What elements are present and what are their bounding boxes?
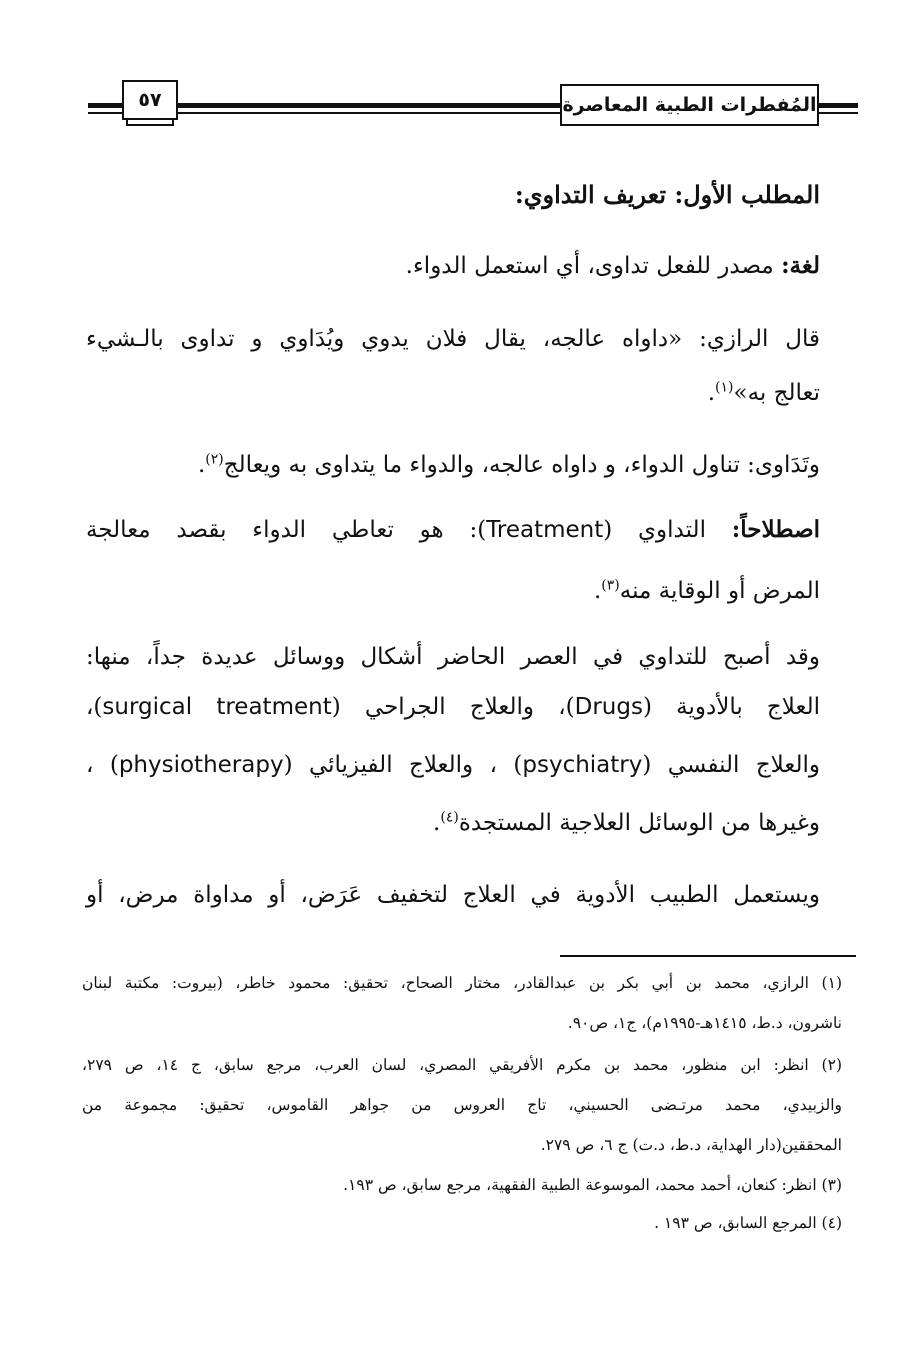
lugha-label: لغة: [781,252,820,279]
footnote-ref-3: (٣) [601,577,620,594]
footnote-4: (٤) المرجع السابق، ص ١٩٣ . [654,1214,842,1232]
footnote-1-line-1: (١) الرازي، محمد بن أبي بكر بن عبدالقادر، مختار الصحاح، تحقيق: محمود خاطر، (بيروت: مكتبة لبنان [82,974,842,992]
para4-line-3 [86,752,820,778]
footnote-3: (٣) انظر: كنعان، أحمد محمد، الموسوعة الطبية الفقهية، مرجع سابق، ص ١٩٣. [343,1176,842,1194]
term-surgical-treatment: surgical treatment [102,694,332,720]
term-psychiatry: psychiatry [522,752,643,778]
para4-line-3-c: ) ، [86,752,119,778]
footnote-ref-2: (٢) [205,451,224,468]
istilah-text-b: ): هو تعاطي الدواء بقصد معالجة [86,517,487,543]
para4-line-3-a: والعلاج النفسي ( [642,752,820,778]
istilah-line-2-text: المرض أو الوقاية منه [619,578,820,604]
para4-line-2-c: )، [86,694,103,720]
footnote-ref-4: (٤) [440,809,459,826]
page-number: ٥٧ [122,80,178,120]
para4-line-3-b: ) ، والعلاج الفيزيائي ( [283,752,523,778]
istilah-line-2: المرض أو الوقاية منه$^{(٣)}$. [593,577,820,604]
footnote-2-line-1: (٢) انظر: ابن منظور، محمد بن مكرم الأفريقي المصري، لسان العرب، مرجع سابق، ج ١٤، ص ٢٧٩، [82,1056,842,1074]
para5-line-1: ويستعمل الطبيب الأدوية في العلاج لتخفيف عَرَض، أو مداواة مرض، أو [86,882,820,908]
term-drugs: Drugs [574,694,643,720]
term-physiotherapy: physiotherapy [118,752,284,778]
footnote-2-line-2: والزبيدي، محمد مرتـضى الحسيني، تاج العروس من جواهر القاموس، تحقيق: مجموعة من [82,1096,842,1114]
para4-line-2 [86,694,820,720]
section-heading: المطلب الأول: تعريف التداوي: [514,180,820,209]
tadawa-text: وتَدَاوى: تناول الدواء، و داواه عالجه، والدواء ما يتداوى به ويعالج [223,452,820,478]
razi-line-2: تعالج به»$^{(١)}$. [707,379,820,406]
para4-line-1: وقد أصبح للتداوي في العصر الحاضر أشكال ووسائل عديدة جداً، منها: [86,644,820,670]
para4-line-4-text: وغيرها من الوسائل العلاجية المستجدة [458,810,820,836]
term-treatment: Treatment [486,517,604,543]
lugha-text: مصدر للفعل تداوى، أي استعمل الدواء. [405,253,782,279]
para4-line-2-b: )، والعلاج الجراحي ( [331,694,575,720]
para4-line-4: وغيرها من الوسائل العلاجية المستجدة$^{(٤)}$. [433,809,820,836]
footnote-ref-1: (١) [715,379,734,396]
razi-line-2-text: تعالج به» [733,380,820,406]
running-title: المُفطرات الطبية المعاصرة [560,84,819,126]
footnote-2-line-3: المحققين(دار الهداية، د.ط، د.ت) ج ٦، ص ٢٧٩. [540,1136,842,1154]
istilah-text-a: التداوي ( [603,517,732,543]
lugha-paragraph [406,252,820,279]
tadawa-line: وتَدَاوى: تناول الدواء، و داواه عالجه، والدواء ما يتداوى به ويعالج$^{(٢)}$. [197,451,820,478]
para4-line-2-a: العلاج بالأدوية ( [642,694,820,720]
razi-line-1: قال الرازي: «داواه عالجه، يقال فلان يدوي ويُدَاوي و تداوى بالـشيء [86,326,820,352]
istilah-line-1 [86,516,820,543]
footnote-separator [560,955,856,957]
footnote-1-line-2: ناشرون، د.ط، ١٤١٥هـ-١٩٩٥م)، ج١، ص٩٠. [567,1014,842,1032]
istilah-label: اصطلاحاً: [731,516,821,543]
